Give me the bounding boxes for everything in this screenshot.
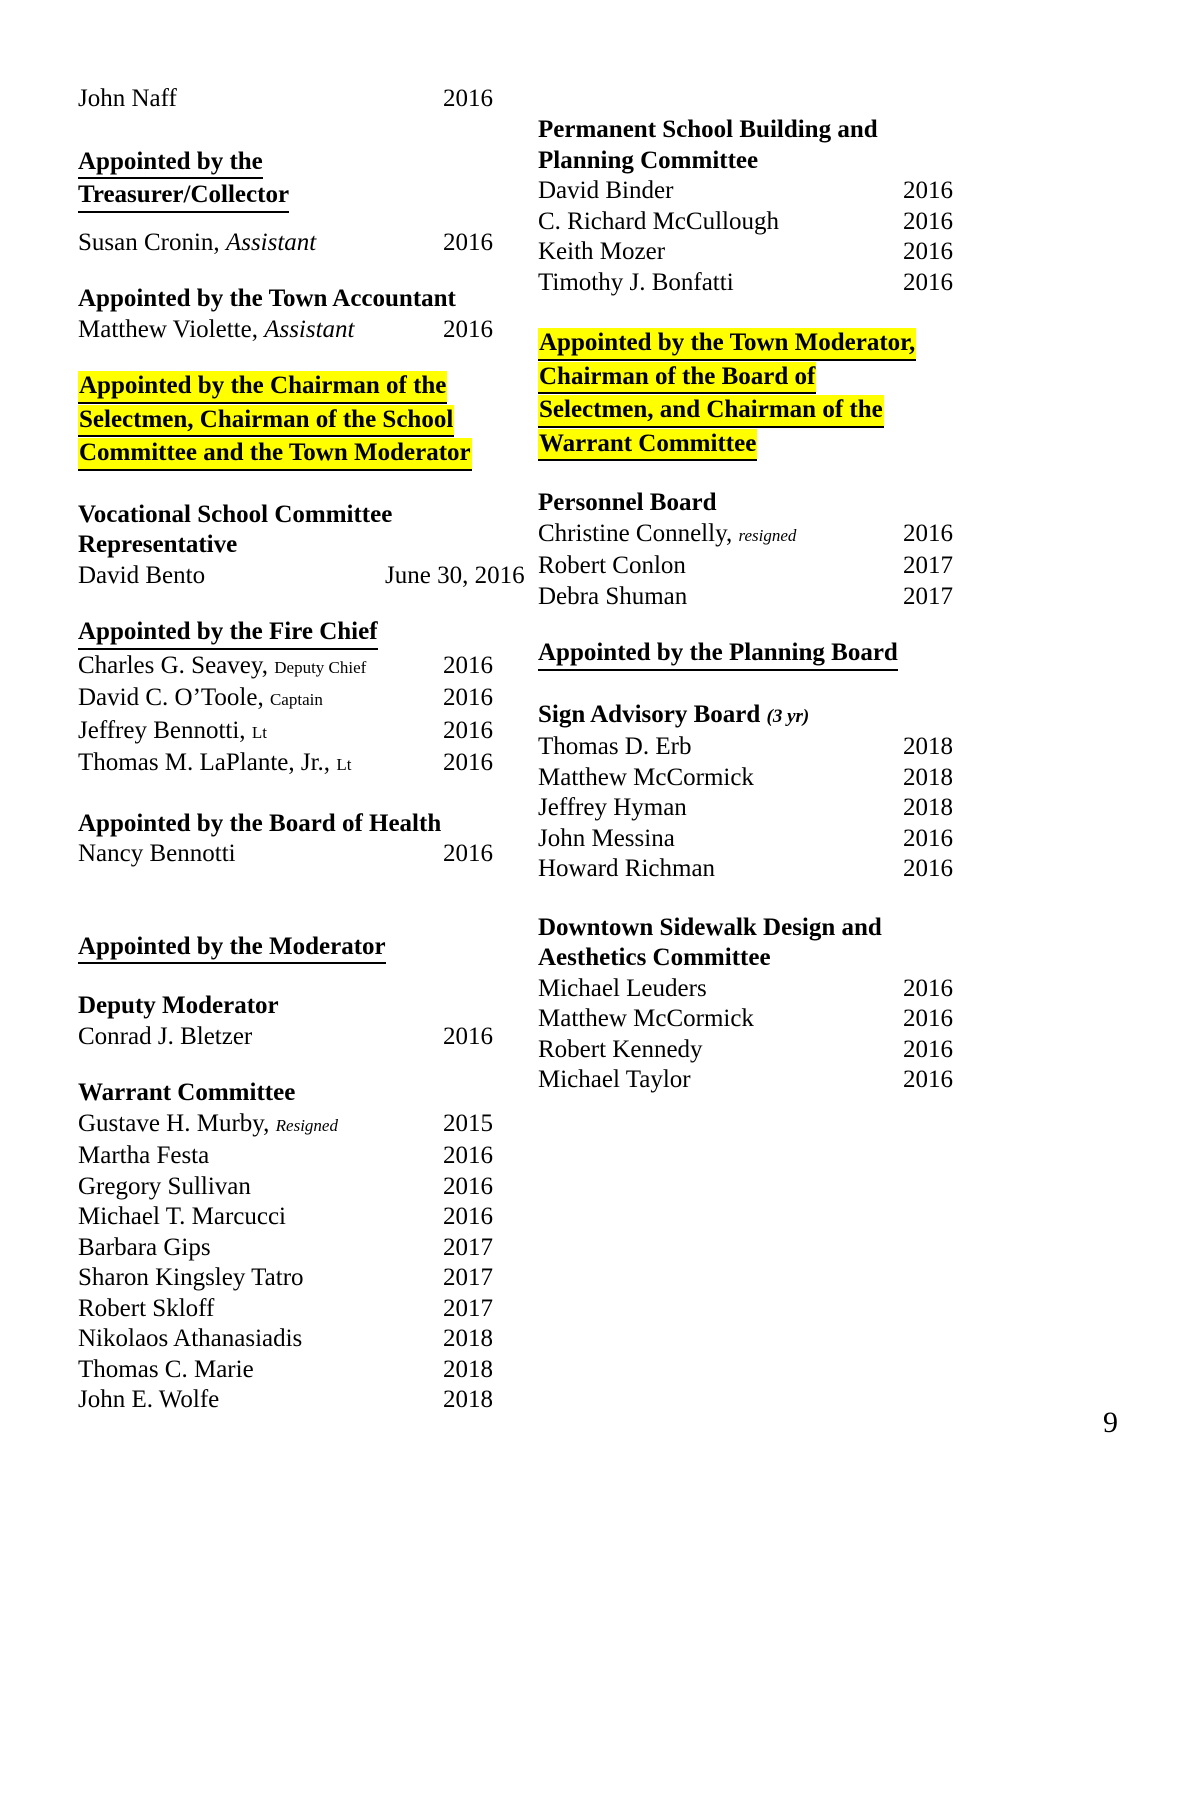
entry-name-text: Timothy J. Bonfatti	[538, 268, 734, 296]
entry-name-text: Sharon Kingsley Tatro	[78, 1264, 304, 1291]
entry-note: Captain	[269, 690, 323, 709]
heading-line-text: Warrant Committee	[538, 429, 757, 462]
entry-year: 2016	[903, 1035, 953, 1063]
vertical-spacer	[78, 781, 493, 809]
entry-name-text: Charles G. Seavey,	[78, 651, 268, 679]
heading-line	[538, 115, 953, 146]
heading-line-text: Committee and the Town Moderator	[78, 438, 472, 471]
heading-line	[78, 617, 493, 651]
heading-line-text: Appointed by the	[78, 147, 263, 180]
entry-row	[538, 732, 953, 763]
entry-name-text: Christine Connelly,	[538, 519, 733, 547]
entry-name	[538, 268, 845, 299]
heading-line	[78, 500, 493, 531]
entry-name-text: Matthew McCormick	[538, 1005, 754, 1032]
entry-year: 2016	[903, 1005, 953, 1032]
vertical-spacer	[538, 672, 953, 700]
right-text-column	[538, 115, 953, 1096]
heading-line-text: Deputy Moderator	[78, 992, 279, 1019]
left-text-column	[78, 84, 525, 1416]
entry-name-text: Michael Taylor	[538, 1066, 691, 1093]
entry-row	[78, 1263, 493, 1294]
entry-name-text: David Bento	[78, 561, 206, 589]
entry-name	[538, 176, 845, 207]
entry-row	[78, 84, 493, 115]
vertical-spacer	[78, 345, 493, 371]
entry-row	[538, 1004, 953, 1035]
heading-line-text: Appointed by the Chairman of the	[78, 371, 447, 404]
entry-name	[538, 854, 845, 885]
heading-line	[78, 180, 493, 214]
entry-row	[538, 824, 953, 855]
heading-line	[538, 638, 953, 672]
entry-year: 2016	[443, 749, 493, 776]
entry-year: 2016	[443, 1142, 493, 1169]
heading-line-text: Chairman of the Board of	[538, 362, 816, 395]
entry-year: 2017	[443, 1294, 493, 1322]
entry-name-text: David C. O’Toole,	[78, 684, 264, 711]
entry-name-text: Thomas C. Marie	[78, 1355, 254, 1383]
entry-year: 2018	[443, 1386, 493, 1413]
entry-name	[78, 1172, 385, 1203]
heading-line-text: Aesthetics Committee	[538, 944, 771, 971]
heading-line-text: Treasurer/Collector	[78, 180, 289, 213]
vertical-spacer	[78, 965, 493, 991]
heading-line	[78, 371, 493, 405]
entry-year: 2016	[443, 1203, 493, 1230]
heading-line-text: Selectmen, and Chairman of the	[538, 395, 884, 428]
vertical-spacer	[78, 591, 493, 617]
entry-note: Lt	[336, 755, 352, 774]
entry-year: 2016	[903, 855, 953, 882]
heading-line-text: Permanent School Building and	[538, 116, 878, 143]
heading-line	[538, 488, 953, 519]
entry-name-text: Robert Kennedy	[538, 1035, 703, 1063]
entry-row	[78, 1385, 493, 1416]
heading-line	[78, 147, 493, 181]
entry-name	[538, 824, 845, 855]
entry-year: 2016	[903, 974, 953, 1002]
entry-year: 2016	[443, 651, 493, 679]
heading-line-text: Selectmen, Chairman of the School	[78, 405, 454, 438]
entry-name-text: Gustave H. Murby,	[78, 1109, 270, 1137]
entry-year: 2015	[443, 1109, 493, 1137]
heading-line-text: Appointed by the Planning Board	[538, 638, 898, 671]
entry-row	[78, 1172, 493, 1203]
entry-name	[78, 1233, 385, 1264]
page-number: 9	[1103, 1406, 1118, 1439]
entry-year: 2016	[903, 207, 953, 235]
entry-year: 2016	[443, 840, 493, 867]
entry-name	[78, 1355, 385, 1386]
entry-year: 2017	[443, 1233, 493, 1261]
entry-row	[78, 839, 493, 870]
heading-line	[78, 530, 493, 561]
entry-year: 2018	[903, 733, 953, 760]
heading-line	[538, 395, 953, 429]
vertical-spacer	[538, 612, 953, 638]
entry-name-text: Barbara Gips	[78, 1233, 211, 1261]
entry-name-text: John Messina	[538, 824, 675, 852]
entry-name	[78, 1141, 385, 1172]
entry-year: 2018	[903, 763, 953, 791]
heading-line	[538, 146, 953, 177]
vertical-spacer	[78, 1052, 493, 1078]
entry-row	[538, 854, 953, 885]
heading-line	[538, 700, 953, 733]
entry-year: 2016	[903, 268, 953, 296]
entry-name-text: John Naff	[78, 85, 177, 112]
heading-line	[78, 991, 493, 1022]
entry-note: Assistant	[225, 228, 317, 256]
entry-row	[538, 551, 953, 582]
heading-line	[538, 429, 953, 463]
entry-row	[78, 1294, 493, 1325]
entry-row	[78, 1109, 493, 1142]
heading-line-text: Appointed by the Board of Health	[78, 809, 442, 837]
entry-row	[538, 763, 953, 794]
entry-name	[78, 1109, 385, 1142]
entry-name-text: C. Richard McCullough	[538, 207, 779, 235]
vertical-spacer	[538, 298, 953, 328]
entry-name-text: Susan Cronin,	[78, 228, 220, 256]
entry-row	[538, 793, 953, 824]
heading-line-text: Planning Committee	[538, 146, 759, 174]
entry-year: 2016	[903, 238, 953, 265]
entry-note: resigned	[738, 525, 797, 545]
entry-row	[538, 1035, 953, 1066]
entry-row	[78, 1233, 493, 1264]
entry-name	[78, 748, 385, 781]
entry-name	[538, 763, 845, 794]
entry-row	[538, 176, 953, 207]
entry-row	[78, 1202, 493, 1233]
entry-year: 2016	[903, 519, 953, 547]
highlighted-heading-chairman-selectmen-school-moderator	[78, 371, 493, 472]
entry-year: 2017	[903, 582, 953, 610]
entry-name	[538, 732, 845, 763]
entry-row	[78, 651, 493, 684]
heading-line-text: Appointed by the Moderator	[78, 932, 386, 965]
entry-year: 2016	[443, 1022, 493, 1050]
entry-name	[538, 551, 845, 582]
heading-line-text: Personnel Board	[538, 489, 717, 516]
vertical-spacer	[78, 115, 493, 147]
entry-name	[78, 561, 385, 592]
heading-line	[78, 284, 493, 315]
entry-name	[78, 1022, 385, 1053]
entry-year: 2016	[903, 1066, 953, 1093]
entry-note: Assistant	[264, 315, 355, 343]
entry-name	[78, 839, 385, 870]
entry-row	[538, 519, 953, 552]
heading-line	[78, 405, 493, 439]
vertical-spacer	[78, 870, 493, 932]
heading-line-text: Appointed by the Town Accountant	[78, 285, 456, 312]
entry-name	[538, 793, 845, 824]
entry-name-text: Michael Leuders	[538, 974, 707, 1002]
vertical-spacer	[78, 214, 493, 228]
vertical-spacer	[538, 885, 953, 913]
vertical-spacer	[78, 258, 493, 284]
entry-note: Deputy Chief	[274, 657, 367, 677]
entry-row	[78, 1141, 493, 1172]
entry-name	[78, 84, 385, 115]
highlighted-heading-town-moderator-chairman-selectmen-warrant	[538, 328, 953, 462]
heading-line-text: Representative	[78, 531, 238, 558]
entry-name	[538, 237, 845, 268]
entry-year: 2018	[903, 794, 953, 821]
entry-name	[78, 315, 385, 346]
heading-line	[78, 1078, 493, 1109]
entry-year: 2016	[443, 228, 493, 256]
entry-name	[78, 1385, 385, 1416]
entry-name-text: Howard Richman	[538, 855, 716, 882]
heading-line	[78, 809, 493, 840]
entry-name-text: Debra Shuman	[538, 582, 688, 610]
entry-year: 2016	[443, 315, 493, 343]
entry-row	[78, 683, 493, 716]
entry-name-text: Nancy Bennotti	[78, 840, 236, 867]
entry-row	[78, 561, 525, 592]
heading-line-text: Sign Advisory Board	[538, 700, 761, 728]
entry-name-text: Keith Mozer	[538, 238, 666, 265]
entry-name-text: Matthew McCormick	[538, 763, 754, 791]
heading-line-text: Downtown Sidewalk Design and	[538, 913, 882, 941]
entry-name	[538, 1065, 845, 1096]
entry-name	[78, 1263, 385, 1294]
entry-name	[78, 228, 385, 259]
entry-year: 2016	[903, 177, 953, 204]
entry-name	[78, 716, 385, 749]
entry-row	[78, 1355, 493, 1386]
entry-row	[78, 1324, 493, 1355]
entry-name	[78, 651, 385, 684]
entry-row	[78, 228, 493, 259]
entry-name-text: Robert Skloff	[78, 1294, 215, 1322]
entry-name	[78, 683, 385, 716]
entry-row	[538, 207, 953, 238]
entry-name-text: Gregory Sullivan	[78, 1172, 251, 1200]
heading-line	[538, 328, 953, 362]
entry-name	[78, 1324, 385, 1355]
heading-line-text: Appointed by the Town Moderator,	[538, 328, 916, 361]
entry-name-text: Matthew Violette,	[78, 315, 258, 343]
entry-year: 2016	[443, 85, 493, 112]
entry-year: 2018	[443, 1355, 493, 1383]
entry-name-text: Thomas M. LaPlante, Jr.,	[78, 749, 331, 776]
heading-line	[78, 438, 493, 472]
entry-year: 2016	[443, 684, 493, 711]
entry-name	[538, 1035, 845, 1066]
entry-name	[78, 1202, 385, 1233]
entry-name-text: Jeffrey Hyman	[538, 794, 687, 821]
entry-name	[538, 974, 845, 1005]
entry-row	[78, 1022, 493, 1053]
entry-name-text: John E. Wolfe	[78, 1386, 220, 1413]
entry-name-text: Michael T. Marcucci	[78, 1203, 287, 1230]
entry-row	[538, 974, 953, 1005]
entry-name	[538, 207, 845, 238]
entry-year: 2017	[903, 552, 953, 579]
entry-year: 2018	[443, 1325, 493, 1352]
entry-year: 2016	[443, 1172, 493, 1200]
entry-name	[538, 519, 845, 552]
heading-line-text: Appointed by the Fire Chief	[78, 617, 378, 650]
heading-suffix: (3 yr)	[766, 705, 810, 727]
vertical-spacer	[538, 462, 953, 488]
entry-name-text: Martha Festa	[78, 1142, 210, 1169]
entry-row	[538, 1065, 953, 1096]
entry-year: 2017	[443, 1264, 493, 1291]
heading-line	[538, 943, 953, 974]
entry-name	[538, 1004, 845, 1035]
heading-line	[538, 362, 953, 396]
entry-name	[538, 582, 845, 613]
entry-row	[538, 268, 953, 299]
entry-row	[538, 582, 953, 613]
entry-row	[538, 237, 953, 268]
entry-name	[78, 1294, 385, 1325]
entry-year: 2016	[903, 824, 953, 852]
heading-line-text: Vocational School Committee	[78, 500, 393, 528]
entry-year: June 30, 2016	[385, 561, 525, 589]
entry-note: Resigned	[275, 1115, 338, 1135]
entry-row	[78, 315, 493, 346]
entry-name-text: Robert Conlon	[538, 552, 686, 579]
heading-line	[538, 913, 953, 944]
entry-name-text: Thomas D. Erb	[538, 733, 692, 760]
entry-note: Lt	[251, 722, 267, 742]
heading-line	[78, 932, 493, 966]
entry-row	[78, 748, 493, 781]
heading-line-text: Warrant Committee	[78, 1079, 296, 1106]
vertical-spacer	[78, 472, 493, 500]
entry-row	[78, 716, 493, 749]
entry-year: 2016	[443, 716, 493, 744]
entry-name-text: Nikolaos Athanasiadis	[78, 1325, 303, 1352]
entry-name-text: Conrad J. Bletzer	[78, 1022, 253, 1050]
entry-name-text: David Binder	[538, 177, 674, 204]
entry-name-text: Jeffrey Bennotti,	[78, 716, 246, 744]
